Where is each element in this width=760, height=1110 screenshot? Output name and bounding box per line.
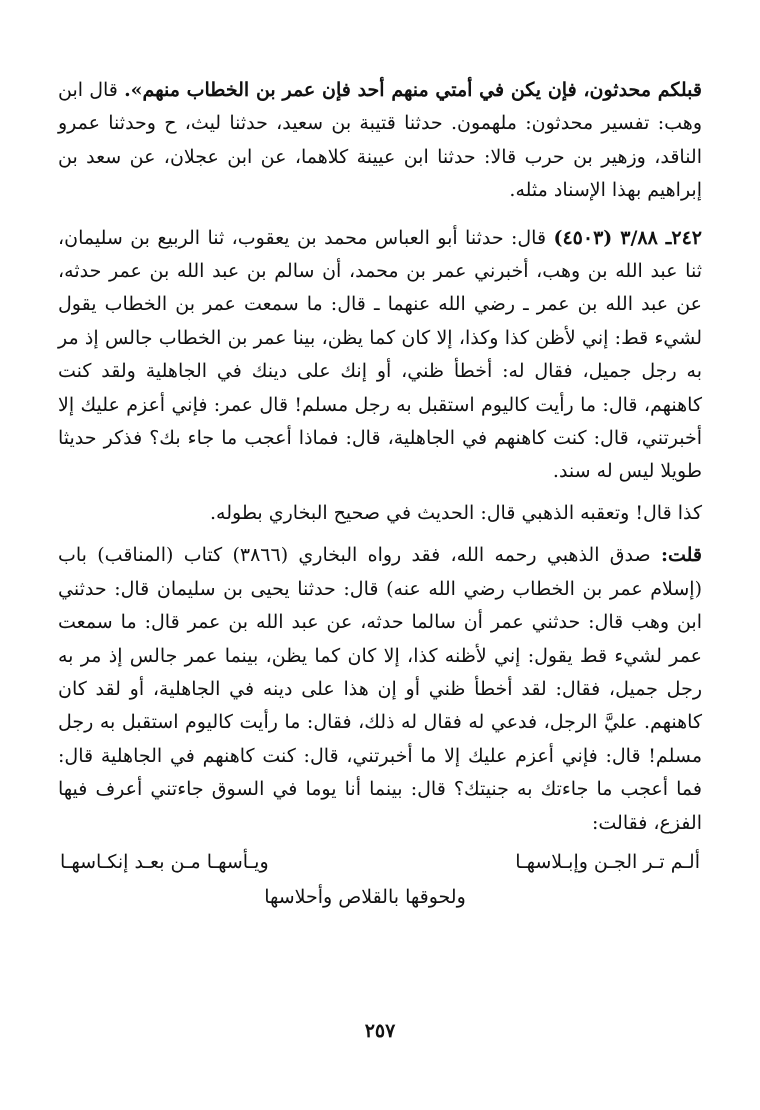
verse-hemistich-2: ويـأسهـا مـن بعـد إنكـاسهـا xyxy=(60,850,269,873)
verse-line-2: ولحوقها بالقلاص وأحلاسها xyxy=(264,885,466,908)
paragraph-2-text: قال: حدثنا أبو العباس محمد بن يعقوب، ثنا الربيع بن سليمان، ثنا عبد الله بن وهب، أخبرني عمر بن محمد، أن سالم بن عبد الله بن عمر حدثه، عن عبد الله بن عمر ـ رضي الله عنهما ـ قال: ما سمعت عمر بن الخطاب يقول لشيء قط: إني لأظن كذا وكذا، إلا كان كما يظن، بينا عمر بن الخطاب جالس إذ مر به رجل جميل، فقال له: أخطأ ظني، أو إنك على دينك في الجاهلية ولقد كنت كاهنهم، قال: ما رأيت كاليوم استقبل به رجل مسلم! قال عمر: فإني أعزم عليك إلا أخبرتني، قال: كنت كاهنهم في الجاهلية، قال: فماذا أعجب ما جاء بك؟ فذكر حديثا طويلا ليس له سند. xyxy=(58,226,702,483)
paragraph-1 xyxy=(58,74,702,208)
paragraph-2 xyxy=(58,222,702,489)
paragraph-4 xyxy=(58,539,702,840)
qultu-lead: قلت: xyxy=(660,544,702,567)
paragraph-1-text: قال ابن وهب: تفسير محدثون: ملهمون. حدثنا قتيبة بن سعيد، حدثنا ليث، ح وحدثنا عمرو الناقد، وزهير بن حرب قالا: حدثنا ابن عيينة كلاهما، عن ابن عجلان، عن سعد بن إبراهيم بهذا الإسناد مثله. xyxy=(58,79,702,202)
hadith-number: ٢٤٢ـ ٣/٨٨ (٤٥٠٣) xyxy=(553,226,702,249)
paragraph-3 xyxy=(58,497,702,530)
paragraph-3-text: كذا قال! وتعقبه الذهبي قال: الحديث في صحيح البخاري بطوله. xyxy=(209,501,702,524)
verse-line-1 xyxy=(58,846,702,879)
paragraph-4-text: صدق الذهبي رحمه الله، فقد رواه البخاري (٣٨٦٦) كتاب (المناقب) باب (إسلام عمر بن الخطاب رضي الله عنه) قال: حدثنا يحيى بن سليمان قال: حدثني ابن وهب قال: حدثني عمر أن سالما حدثه، عن عبد الله بن عمر قال: ما سمعت عمر لشيء قط يقول: إني لأظنه كذا، إلا كان كما يظن، بينما عمر جالس إذ مر به رجل جميل، فقال: لقد أخطأ ظني أو إن هذا على دينه في الجاهلية، أو لقد كان كاهنهم. عليَّ الرجل، فدعي له فقال له ذلك، فقال: ما رأيت كاليوم استقبل به رجل مسلم! قال: فإني أعزم عليك إلا ما أخبرتني، قال: كنت كاهنهم في الجاهلية قال: فما أعجب ما جاءتك به جنيتك؟ قال: بينما أنا يوما في السوق جاءتني أعرف فيها الفزع، فقالت: xyxy=(58,544,702,834)
hadith-quote: قبلكم محدثون، فإن يكن في أمتي منهم أحد فإن عمر بن الخطاب منهم». xyxy=(124,79,702,101)
verse-hemistich-1: ألـم تـر الجـن وإبـلاسهـا xyxy=(515,850,700,873)
document-page xyxy=(58,74,702,1094)
poetry-verse xyxy=(58,846,702,914)
page-number: ٢٥٧ xyxy=(364,1020,396,1042)
